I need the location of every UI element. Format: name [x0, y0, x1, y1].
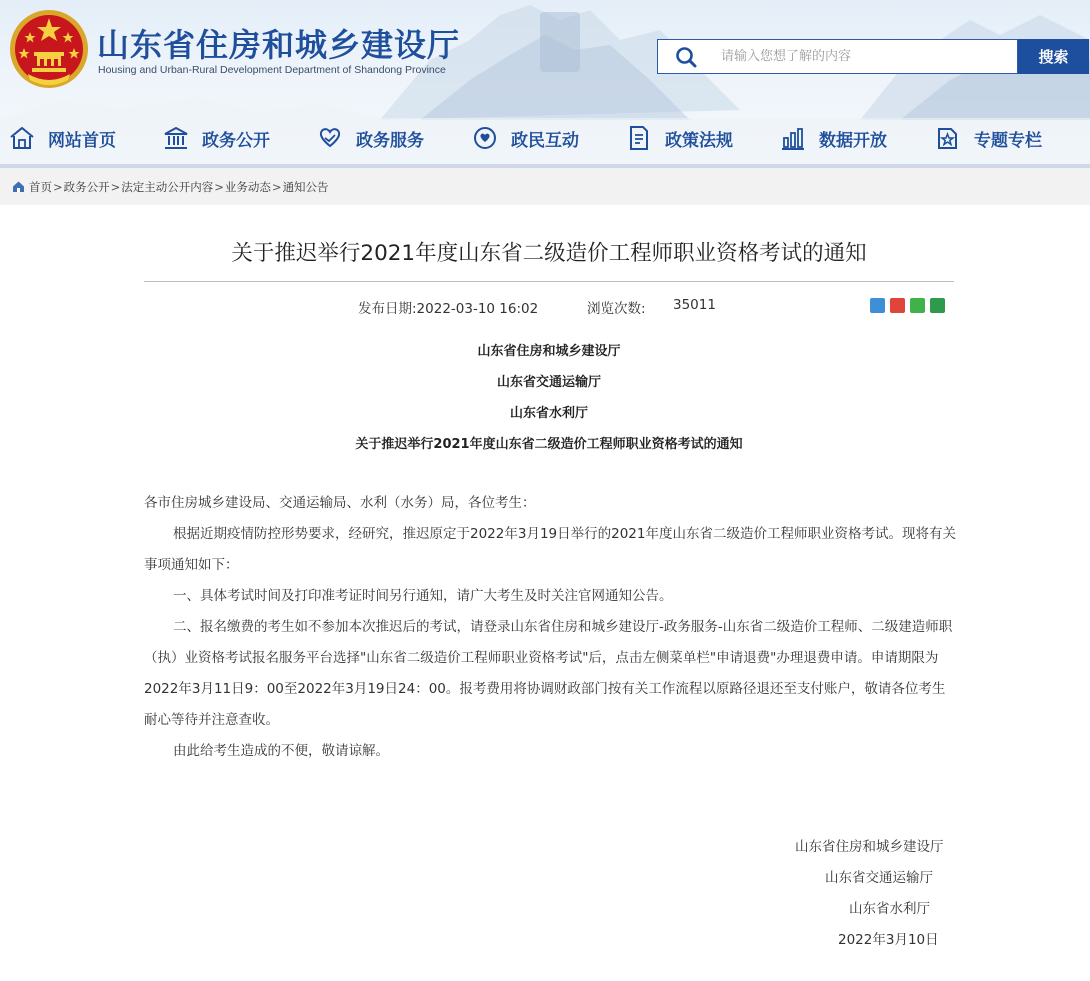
views-label: 浏览次数:: [587, 301, 646, 317]
breadcrumb-separator: >: [271, 179, 282, 194]
title-divider: [144, 281, 954, 282]
bar-chart-icon: [779, 124, 807, 152]
home-icon: [12, 180, 25, 193]
signature-date: 2022年3月10日: [838, 932, 939, 948]
site-header: [0, 0, 1090, 168]
folder-star-icon: [934, 124, 962, 152]
issuer-line: 山东省交通运输厅: [496, 375, 601, 390]
nav-item-government-services[interactable]: [316, 118, 424, 158]
weibo-share-icon[interactable]: [890, 298, 905, 313]
search-icon: [675, 46, 697, 68]
views-count: 35011: [673, 297, 716, 313]
nav-item-label: 政务服务: [356, 130, 424, 151]
issuer-line: 山东省住房和城乡建设厅: [477, 344, 621, 359]
handshake-heart-icon: [316, 124, 344, 152]
people-heart-icon: [471, 124, 499, 152]
signature-issuer: 山东省水利厅: [849, 901, 930, 917]
document-list-icon: [625, 124, 653, 152]
body-paragraph: 根据近期疫情防控形势要求，经研究，推迟原定于2022年3月19日举行的2021年度山东省二级造价工程师职业资格考试。现将有关事项通知如下：: [144, 526, 956, 573]
publish-date: 发布日期:2022-03-10 16:02: [358, 301, 539, 317]
nav-item-label: 政策法规: [665, 130, 733, 151]
breadcrumb-business-news[interactable]: 业务动态: [224, 179, 271, 194]
breadcrumb-separator: >: [53, 179, 63, 194]
breadcrumb-home[interactable]: 首页: [29, 179, 52, 194]
signature-issuer: 山东省交通运输厅: [825, 870, 933, 886]
government-building-icon: [162, 124, 190, 152]
douban-share-icon[interactable]: [930, 298, 945, 313]
nav-item-label: 网站首页: [48, 130, 116, 151]
breadcrumb-separator: >: [214, 179, 224, 194]
main-nav: [0, 118, 1090, 158]
nav-item-policies-regulations[interactable]: [625, 118, 733, 158]
breadcrumb-notices[interactable]: 通知公告: [282, 179, 329, 194]
search-box: [657, 39, 1018, 74]
nav-item-label: 专题专栏: [974, 130, 1042, 151]
site-title[interactable]: 山东省住房和城乡建设厅: [97, 26, 461, 64]
nav-item-label: 政民互动: [511, 130, 579, 151]
article-title: 关于推迟举行2021年度山东省二级造价工程师职业资格考试的通知: [231, 241, 867, 266]
search-input[interactable]: [721, 49, 1011, 64]
nav-item-government-affairs[interactable]: [162, 118, 270, 158]
search-button[interactable]: 搜索: [1018, 39, 1089, 74]
nav-item-public-interaction[interactable]: [471, 118, 579, 158]
nav-item-label: 政务公开: [202, 130, 270, 151]
nav-item-special-topics[interactable]: [934, 118, 1042, 158]
body-paragraph: 由此给考生造成的不便，敬请谅解。: [173, 743, 389, 759]
share-toolbar: [870, 298, 945, 313]
wechat-share-icon[interactable]: [910, 298, 925, 313]
site-subtitle: Housing and Urban-Rural Development Department of Shandong Province: [98, 64, 446, 76]
nav-item-label: 数据开放: [819, 130, 887, 151]
house-icon: [8, 124, 36, 152]
body-paragraph: 二、报名缴费的考生如不参加本次推迟后的考试，请登录山东省住房和城乡建设厅-政务服务-山东省二级造价工程师、二级建造师职（执）业资格考试报名服务平台选择"山东省二级造价工程师职业资格考试"后，点击左侧菜单栏"申请退费"办理退费申请。申请期限为2022年3月11日9：00至2022年3月19日24：00。报考费用将协调财政部门按有关工作流程以原路径退还至支付账户，敬请各位考生耐心等待并注意查收。: [144, 619, 953, 728]
breadcrumb: [0, 168, 1090, 205]
breadcrumb-separator: >: [110, 179, 121, 194]
issuer-line: 山东省水利厅: [509, 406, 588, 421]
body-paragraph: 一、具体考试时间及打印准考证时间另行通知，请广大考生及时关注官网通知公告。: [173, 588, 673, 604]
qzone-share-icon[interactable]: [870, 298, 885, 313]
signature-issuer: 山东省住房和城乡建设厅: [795, 839, 944, 855]
salutation: 各市住房城乡建设局、交通运输局、水利（水务）局，各位考生：: [144, 495, 536, 511]
breadcrumb-government-affairs[interactable]: 政务公开: [63, 179, 110, 194]
national-emblem-logo: [8, 8, 90, 90]
document-title: 关于推迟举行2021年度山东省二级造价工程师职业资格考试的通知: [355, 437, 743, 452]
nav-item-home[interactable]: [8, 118, 116, 158]
breadcrumb-statutory-disclosure[interactable]: 法定主动公开内容: [121, 179, 214, 194]
nav-item-open-data[interactable]: [779, 118, 887, 158]
